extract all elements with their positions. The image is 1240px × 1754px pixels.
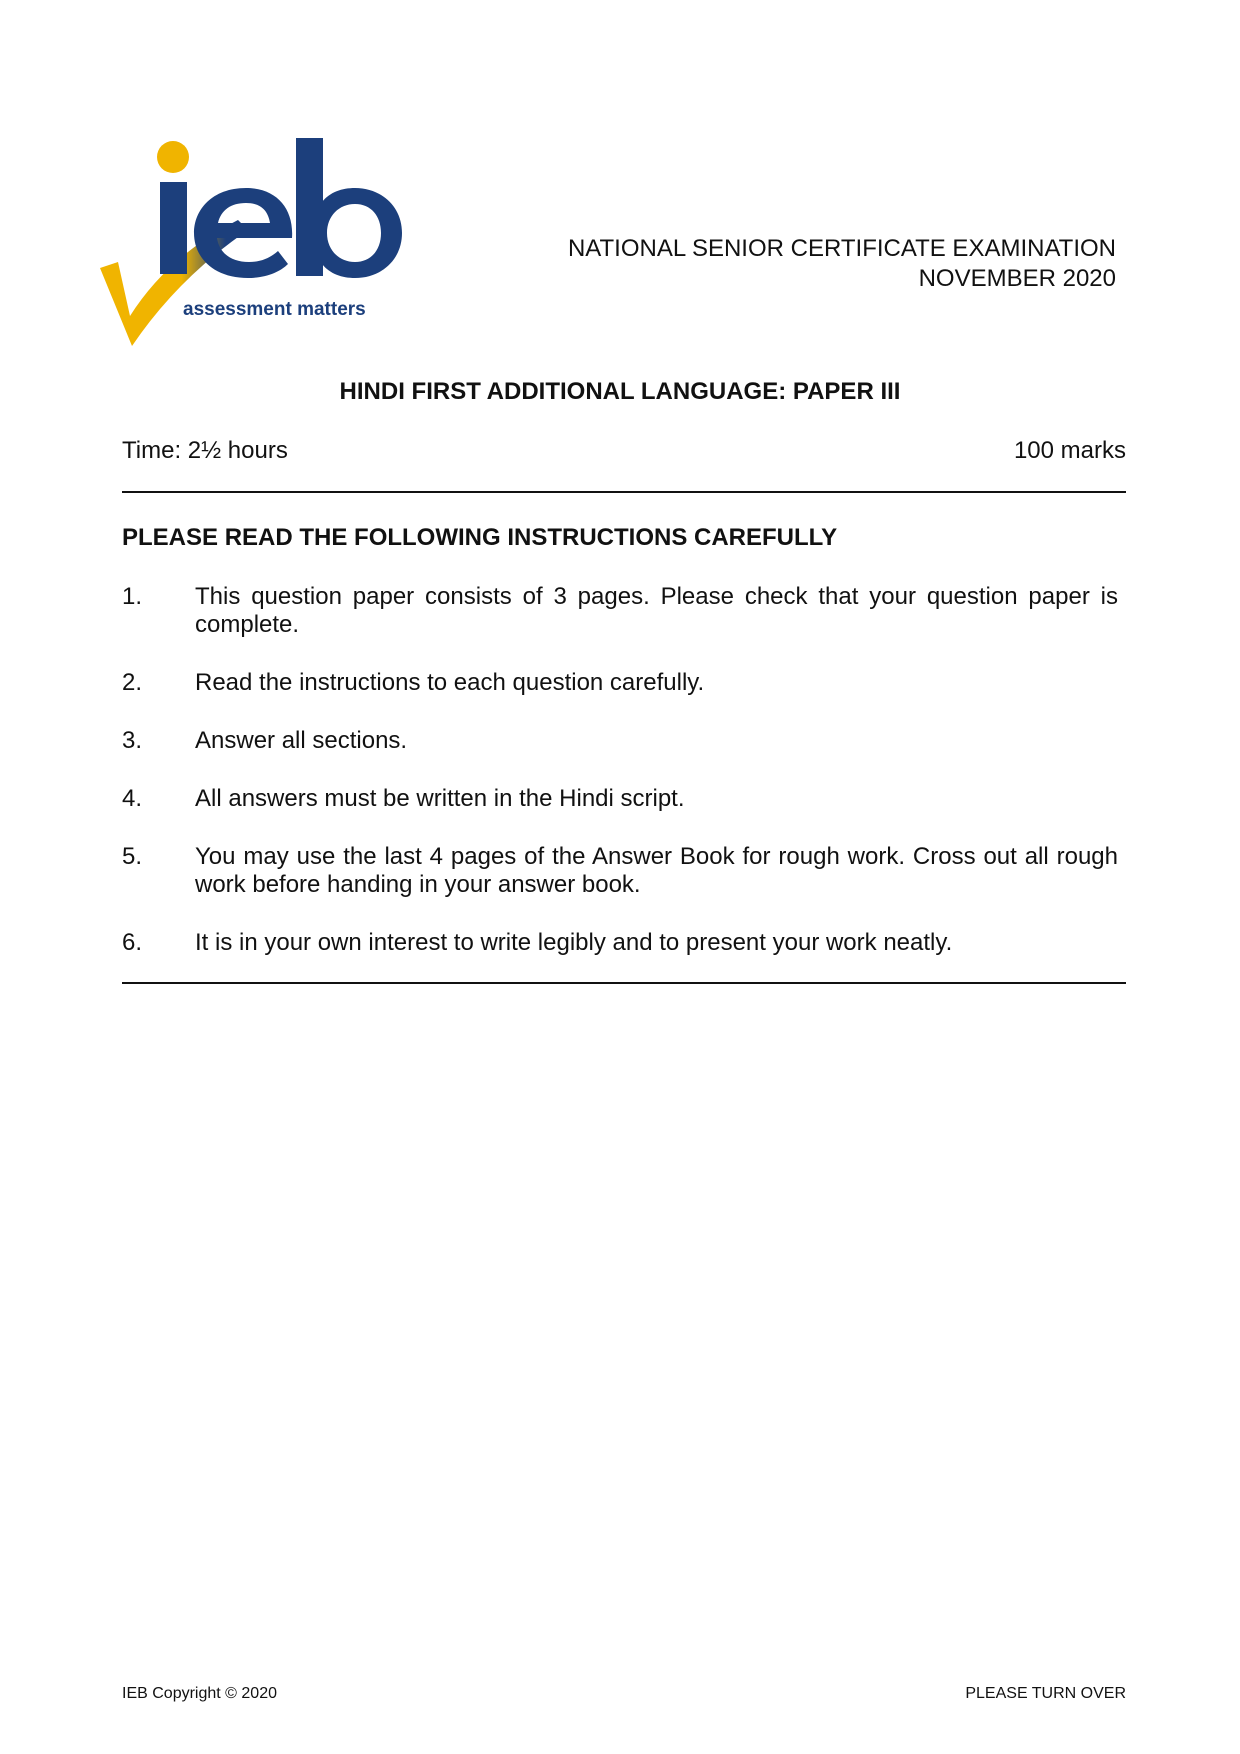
paper-meta xyxy=(122,437,1126,465)
time-allowed: Time: 2½ hours xyxy=(122,437,288,464)
divider-top xyxy=(122,491,1126,493)
instruction-number: 4. xyxy=(122,785,143,812)
instructions-heading: PLEASE READ THE FOLLOWING INSTRUCTIONS CAREFULLY xyxy=(122,524,838,551)
instruction-number: 3. xyxy=(122,727,143,754)
instruction-item xyxy=(122,727,1118,755)
instruction-item xyxy=(122,843,1118,899)
instruction-number: 2. xyxy=(122,669,143,696)
exam-title xyxy=(568,234,1116,294)
instruction-text: This question paper consists of 3 pages. Please check that your question paper is complete. xyxy=(195,583,1118,638)
ieb-logo xyxy=(98,138,418,353)
instruction-number: 1. xyxy=(122,583,143,610)
instruction-item xyxy=(122,583,1118,639)
instruction-text: Answer all sections. xyxy=(195,727,408,754)
total-marks: 100 marks xyxy=(1013,437,1126,464)
turn-over-notice: PLEASE TURN OVER xyxy=(965,1685,1126,1702)
instruction-item xyxy=(122,669,1118,697)
divider-bottom xyxy=(122,982,1126,984)
instruction-text: You may use the last 4 pages of the Answer Book for rough work. Cross out all rough work before handing in your answer book. xyxy=(195,843,1118,898)
instruction-number: 6. xyxy=(122,929,143,956)
instruction-text: All answers must be written in the Hindi script. xyxy=(195,785,685,812)
logo-tagline: assessment matters xyxy=(183,299,366,320)
instructions-list xyxy=(122,583,1118,987)
instruction-text: Read the instructions to each question carefully. xyxy=(195,669,705,696)
instruction-text: It is in your own interest to write legibly and to present your work neatly. xyxy=(195,929,953,956)
copyright-notice: IEB Copyright © 2020 xyxy=(122,1685,277,1702)
instruction-item xyxy=(122,785,1118,813)
page-footer xyxy=(122,1685,1126,1703)
paper-title: HINDI FIRST ADDITIONAL LANGUAGE: PAPER III xyxy=(339,378,901,405)
exam-session: NOVEMBER 2020 xyxy=(918,265,1116,292)
instruction-item xyxy=(122,929,1118,957)
instruction-number: 5. xyxy=(122,843,143,870)
logo-dot-icon xyxy=(157,141,189,173)
exam-name: NATIONAL SENIOR CERTIFICATE EXAMINATION xyxy=(567,235,1116,262)
